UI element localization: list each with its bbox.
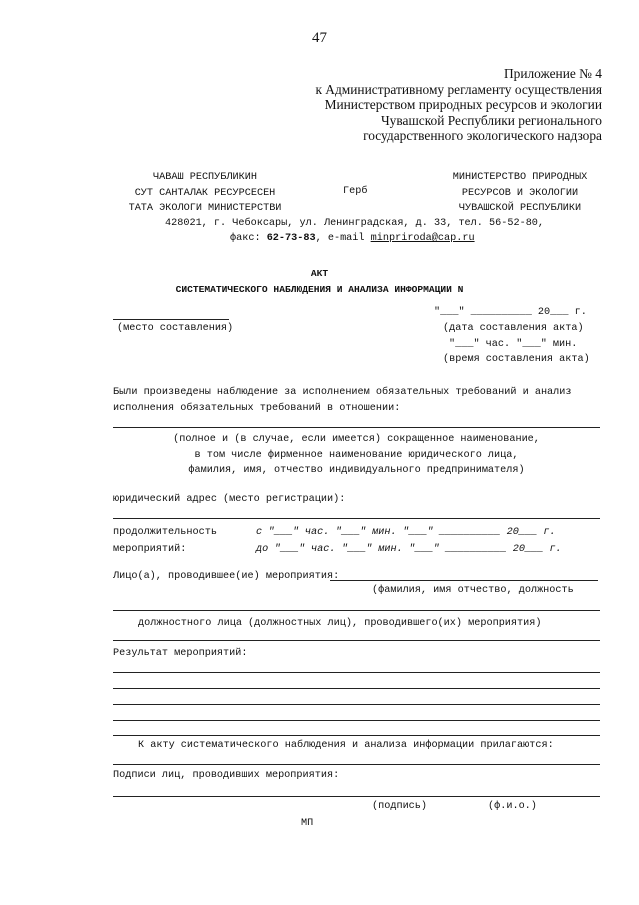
appendix-line: Министерством природных ресурсов и экологии	[324, 97, 602, 113]
intro-line: Были произведены наблюдение за исполнением обязательных требований и анализ	[113, 387, 572, 398]
place-caption: (место составления)	[117, 323, 234, 334]
duration-label-line: продолжительность	[113, 527, 217, 538]
person-caption-1: (фамилия, имя отчество, должность	[372, 585, 574, 596]
header-left-line: ЧАВАШ РЕСПУБЛИКИН	[153, 172, 257, 183]
place-field-line[interactable]	[113, 319, 229, 320]
title-line: СИСТЕМАТИЧЕСКОГО НАБЛЮДЕНИЯ И АНАЛИЗА ИНФОРМАЦИИ N	[175, 283, 464, 295]
header-left-line: СУТ САНТАЛАК РЕСУРСЕСЕН	[134, 187, 276, 199]
title-line: АКТ	[310, 268, 329, 279]
result-field-line[interactable]	[113, 672, 600, 673]
page-number-text: 47	[312, 30, 327, 46]
entity-caption-line: в том числе фирменное наименование юридического лица,	[194, 449, 519, 461]
contacts-line	[230, 233, 475, 244]
header-right	[430, 170, 610, 217]
document-title	[0, 266, 639, 297]
person-field-line[interactable]	[330, 580, 598, 581]
person-label: Лицо(а), проводившее(ие) мероприятия:	[113, 571, 340, 582]
intro-line: исполнения обязательных требований в отношении:	[113, 402, 401, 414]
entity-field-line[interactable]	[113, 427, 600, 428]
result-field-line[interactable]	[113, 720, 600, 721]
duration-label-line: мероприятий:	[113, 544, 187, 555]
intro-text	[113, 385, 572, 416]
entity-caption-line: (полное и (в случае, если имеется) сокращенное наименование,	[173, 434, 540, 445]
appendix-line: Приложение № 4	[503, 66, 602, 81]
header-left	[110, 170, 300, 217]
duration-from-line[interactable]: с "___" час. "___" мин. "___" __________ 20___ г.	[256, 527, 556, 538]
email-label: , e-mail	[315, 233, 371, 244]
result-label: Результат мероприятий:	[113, 648, 248, 659]
appendix-line: Чувашской Республики регионального	[380, 112, 602, 128]
email-link[interactable]: minpriroda@cap.ru	[370, 233, 475, 244]
name-caption: (ф.и.о.)	[488, 801, 537, 812]
result-field-line[interactable]	[113, 688, 600, 689]
entity-caption	[113, 432, 600, 479]
stamp-label: МП	[301, 818, 314, 829]
legal-address-label: юридический адрес (место регистрации):	[113, 494, 346, 505]
duration-to-line[interactable]: до "___" час. "___" мин. "___" __________ 20___ г.	[256, 544, 562, 555]
person-caption-2: должностного лица (должностных лиц), проводившего(их) мероприятия)	[138, 618, 542, 629]
header-right-line: МИНИСТЕРСТВО ПРИРОДНЫХ	[452, 172, 588, 183]
address-line: 428021, г. Чебоксары, ул. Ленинградская, д. 33, тел. 56-52-80,	[165, 218, 545, 229]
duration-fields[interactable]	[256, 524, 562, 558]
attachments-field-line[interactable]	[113, 764, 600, 765]
fax-label: факс:	[230, 233, 267, 244]
duration-label	[113, 524, 217, 558]
person-field-line-2[interactable]	[113, 610, 600, 611]
legal-address-field-line[interactable]	[113, 518, 600, 519]
fax-value: 62-73-83	[266, 233, 316, 244]
appendix-block	[315, 66, 602, 144]
header-right-line: ЧУВАШСКОЙ РЕСПУБЛИКИ	[458, 203, 582, 214]
date-line[interactable]: "___" __________ 20___ г.	[434, 307, 587, 318]
entity-caption-line: фамилия, имя, отчество индивидуального предпринимателя)	[188, 465, 525, 476]
attachments-label: К акту систематического наблюдения и анализа информации прилагаются:	[138, 740, 554, 751]
sign-caption: (подпись)	[372, 801, 428, 812]
time-line[interactable]: "___" час. "___" мин.	[449, 339, 578, 350]
header-left-line: ТАТА ЭКОЛОГИ МИНИСТЕРСТВИ	[128, 203, 282, 214]
appendix-line: государственного экологического надзора	[363, 128, 602, 144]
signature-field-line[interactable]	[113, 796, 600, 797]
header-right-line: РЕСУРСОВ И ЭКОЛОГИИ	[461, 187, 579, 199]
page-number	[0, 30, 639, 47]
signatures-label: Подписи лиц, проводивших мероприятия:	[113, 770, 340, 781]
emblem-label: Герб	[343, 186, 368, 197]
time-caption: (время составления акта)	[443, 354, 590, 365]
appendix-line: к Административному регламенту осуществления	[315, 81, 602, 97]
date-caption: (дата составления акта)	[443, 323, 584, 334]
person-field-line-3[interactable]	[113, 640, 600, 641]
result-field-line[interactable]	[113, 704, 600, 705]
result-field-line[interactable]	[113, 735, 600, 736]
